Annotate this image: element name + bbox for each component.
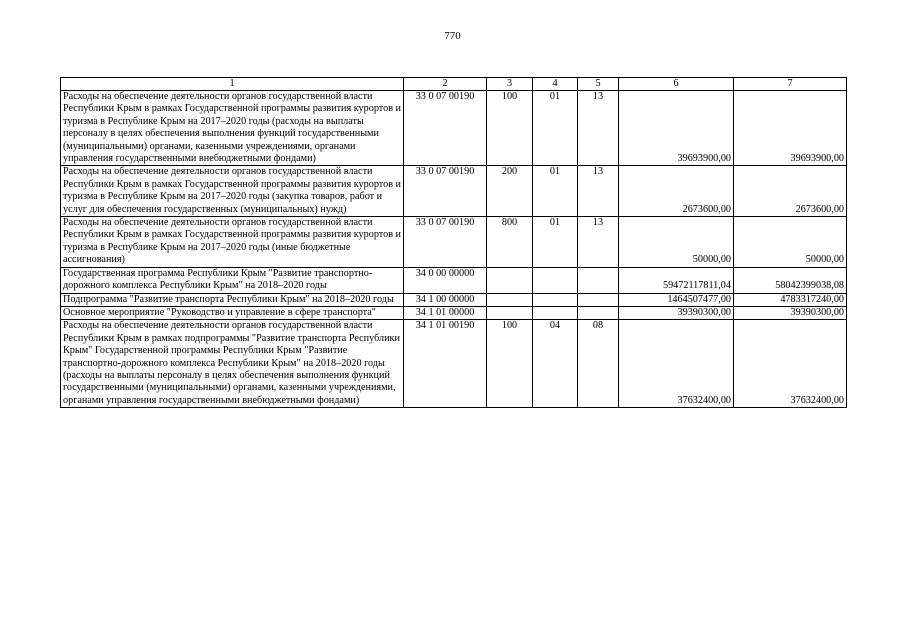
amount-col-7: 39693900,00 <box>734 91 847 166</box>
amount-col-7: 58042399038,08 <box>734 267 847 293</box>
subsection-code <box>578 293 619 306</box>
column-header-6: 6 <box>619 78 734 91</box>
table-row <box>61 91 847 166</box>
row-name: Расходы на обеспечение деятельности органов государственной власти Республики Крым в рамках Государственной программы развития курортов и туризма в Республике Крым на 2017–2020 годы (закупка товаров, работ и услуг для обеспечения государственных (муниципальных) нужд) <box>61 166 404 217</box>
page-number: 770 <box>444 30 461 42</box>
amount-col-6: 37632400,00 <box>619 320 734 408</box>
amount-col-7: 2673600,00 <box>734 166 847 217</box>
column-header-5: 5 <box>578 78 619 91</box>
amount-col-6: 39390300,00 <box>619 306 734 319</box>
row-name: Основное мероприятие "Руководство и управление в сфере транспорта" <box>61 306 404 319</box>
target-code: 33 0 07 00190 <box>404 217 487 268</box>
amount-col-6: 50000,00 <box>619 217 734 268</box>
row-name: Подпрограмма "Развитие транспорта Республики Крым" на 2018–2020 годы <box>61 293 404 306</box>
subsection-code: 08 <box>578 320 619 408</box>
expense-type: 200 <box>487 166 533 217</box>
section-code: 04 <box>533 320 578 408</box>
subsection-code <box>578 267 619 293</box>
expense-type <box>487 293 533 306</box>
column-header-1: 1 <box>61 78 404 91</box>
expense-type <box>487 267 533 293</box>
row-name: Государственная программа Республики Крым "Развитие транспортно-дорожного комплекса Республики Крым" на 2018–2020 годы <box>61 267 404 293</box>
target-code: 34 0 00 00000 <box>404 267 487 293</box>
row-name: Расходы на обеспечение деятельности органов государственной власти Республики Крым в рамках Государственной программы развития курортов и туризма в Республике Крым на 2017–2020 годы (иные бюджетные ассигнования) <box>61 217 404 268</box>
section-code <box>533 306 578 319</box>
table-row <box>61 166 847 217</box>
expense-type <box>487 306 533 319</box>
amount-col-7: 37632400,00 <box>734 320 847 408</box>
target-code: 34 1 00 00000 <box>404 293 487 306</box>
row-name: Расходы на обеспечение деятельности органов государственной власти Республики Крым в рамках подпрограммы "Развитие транспорта Республики Крым" Государственной программы Республики Крым "Развитие транспортно-дорожного комплекса Республики Крым" на 2018–2020 годы (расходы на выплаты персоналу в целях обеспечения выполнения функций государственными (муниципальными) органами, казенными учреждениями, органами управления государственными внебюджетными фондами) <box>61 320 404 408</box>
table-header-row <box>61 78 847 91</box>
amount-col-7: 4783317240,00 <box>734 293 847 306</box>
amount-col-6: 59472117811,04 <box>619 267 734 293</box>
section-code <box>533 293 578 306</box>
expense-type: 100 <box>487 320 533 408</box>
amount-col-7: 50000,00 <box>734 217 847 268</box>
section-code: 01 <box>533 91 578 166</box>
table-row <box>61 320 847 408</box>
column-header-7: 7 <box>734 78 847 91</box>
section-code <box>533 267 578 293</box>
amount-col-6: 39693900,00 <box>619 91 734 166</box>
amount-col-7: 39390300,00 <box>734 306 847 319</box>
row-name: Расходы на обеспечение деятельности органов государственной власти Республики Крым в рамках Государственной программы развития курортов и туризма в Республике Крым на 2017–2020 годы (расходы на выплаты персоналу в целях обеспечения выполнения функций государственными (муниципальными) органами, казенными учреждениями, органами управления государственными внебюджетными фондами) <box>61 91 404 166</box>
expense-type: 800 <box>487 217 533 268</box>
section-code: 01 <box>533 166 578 217</box>
amount-col-6: 2673600,00 <box>619 166 734 217</box>
subsection-code <box>578 306 619 319</box>
column-header-3: 3 <box>487 78 533 91</box>
subsection-code: 13 <box>578 217 619 268</box>
column-header-4: 4 <box>533 78 578 91</box>
target-code: 33 0 07 00190 <box>404 91 487 166</box>
subsection-code: 13 <box>578 91 619 166</box>
table-row <box>61 306 847 319</box>
target-code: 33 0 07 00190 <box>404 166 487 217</box>
table-row <box>61 217 847 268</box>
budget-table <box>60 77 847 408</box>
column-header-2: 2 <box>404 78 487 91</box>
amount-col-6: 1464507477,00 <box>619 293 734 306</box>
table-row <box>61 293 847 306</box>
section-code: 01 <box>533 217 578 268</box>
expense-type: 100 <box>487 91 533 166</box>
target-code: 34 1 01 00000 <box>404 306 487 319</box>
table-row <box>61 267 847 293</box>
subsection-code: 13 <box>578 166 619 217</box>
target-code: 34 1 01 00190 <box>404 320 487 408</box>
